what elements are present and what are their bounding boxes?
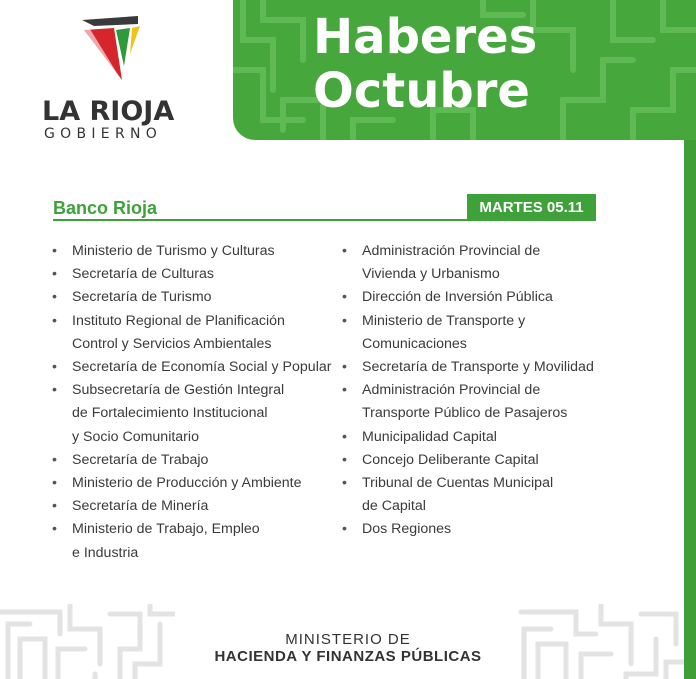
list-item: [52, 263, 342, 286]
list-item: [342, 286, 602, 309]
list-item-text: de Fortalecimiento Institucional: [72, 405, 268, 422]
list-item-text: • Secretaría de Trabajo: [72, 451, 209, 468]
list-item-text: • Dos Regiones: [362, 521, 452, 538]
list-item-text: de Capital: [362, 498, 426, 515]
list-item-text: y Socio Comunitario: [72, 428, 199, 445]
la-rioja-emblem-icon: [80, 14, 142, 84]
list-item: [52, 379, 342, 449]
list-item: [342, 449, 602, 472]
logo-name: LA RIOJA: [42, 96, 175, 127]
bank-underline: [53, 219, 473, 221]
left-column-list: [52, 240, 342, 565]
list-item: [342, 379, 602, 425]
list-item: [52, 286, 342, 309]
list-item-text: • Ministerio de Trabajo, Empleo: [72, 521, 260, 538]
page-title: [313, 10, 537, 118]
list-item-text: Control y Servicios Ambientales: [72, 335, 272, 352]
title-line-2: Octubre: [313, 63, 530, 119]
list-item-text: • Tribunal de Cuentas Municipal: [362, 475, 554, 492]
list-item-text: • Instituto Regional de Planificación: [72, 312, 285, 329]
logo-subtitle: GOBIERNO: [44, 126, 163, 142]
la-rioja-logo: [42, 14, 192, 142]
list-item: [342, 426, 602, 449]
header-banner: [233, 0, 696, 140]
ministry-line-2: HACIENDA Y FINANZAS PÚBLICAS: [214, 648, 482, 665]
list-item-text: Vivienda y Urbanismo: [362, 266, 500, 283]
list-item: [342, 356, 602, 379]
right-column-list: [342, 240, 602, 542]
list-item-text: • Ministerio de Producción y Ambiente: [72, 475, 302, 492]
list-item: [52, 518, 342, 564]
list-item: [52, 310, 342, 356]
list-item-text: • Administración Provincial de: [362, 382, 541, 399]
bank-heading: Banco Rioja: [53, 198, 158, 218]
list-item: [52, 240, 342, 263]
list-item-text: • Secretaría de Transporte y Movilidad: [362, 359, 594, 376]
list-item-text: e Industria: [72, 544, 139, 561]
list-item-text: • Administración Provincial de: [362, 243, 541, 259]
list-item-text: • Secretaría de Economía Social y Popular: [72, 359, 332, 376]
list-item: [342, 472, 602, 518]
list-item: [52, 356, 342, 379]
title-line-1: Haberes: [313, 9, 538, 65]
list-item-text: • Ministerio de Transporte y: [362, 312, 526, 329]
list-item: [52, 472, 342, 495]
date-badge: MARTES 05.11: [467, 194, 596, 221]
list-item-text: • Secretaría de Turismo: [72, 289, 212, 306]
list-item-text: Comunicaciones: [362, 335, 467, 352]
list-item: [342, 518, 602, 541]
list-item-text: • Ministerio de Turismo y Culturas: [72, 243, 275, 259]
list-item-text: • Secretaría de Culturas: [72, 266, 214, 283]
list-item-text: • Secretaría de Minería: [72, 498, 209, 515]
list-item: [342, 310, 602, 356]
list-item-text: Transporte Público de Pasajeros: [362, 405, 568, 422]
list-item-text: • Subsecretaría de Gestión Integral: [72, 382, 285, 399]
list-item-text: • Municipalidad Capital: [362, 428, 497, 445]
list-item: [52, 449, 342, 472]
list-item-text: • Concejo Deliberante Capital: [362, 451, 539, 468]
ministry-line-1: MINISTERIO DE: [285, 631, 411, 648]
list-item: [342, 240, 602, 286]
list-item: [52, 495, 342, 518]
list-item-text: • Dirección de Inversión Pública: [362, 289, 553, 306]
